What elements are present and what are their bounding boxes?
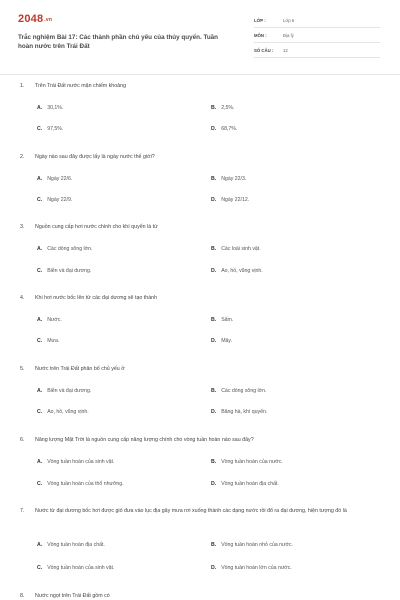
option-text: Vòng tuần hoàn nhỏ của nước.: [221, 542, 293, 548]
option-text: Vòng tuần hoàn địa chất.: [221, 481, 279, 487]
option-text: Các dòng sông lớn.: [47, 246, 93, 252]
option-text: Vòng tuần hoàn của sinh vật.: [47, 565, 115, 571]
option-letter: B.: [211, 105, 217, 111]
logo-text: 2048: [18, 13, 44, 25]
option-letter: D.: [211, 565, 217, 571]
question-text: Khi hơi nước bốc lên từ các đại dương sẽ tạo thành: [35, 295, 158, 301]
option-letter: B.: [211, 542, 217, 548]
option-d[interactable]: [211, 481, 279, 487]
option-b[interactable]: [211, 388, 266, 394]
option-text: Vòng tuần hoàn của nước.: [221, 459, 283, 465]
option-text: Ao, hồ, vũng vịnh.: [47, 409, 89, 415]
option-text: 30,1%.: [47, 105, 64, 111]
meta-subject-row: [254, 29, 380, 43]
option-letter: A.: [37, 105, 43, 111]
option-text: Vòng tuần hoàn của thổ nhưỡng.: [47, 481, 124, 487]
option-a[interactable]: [37, 176, 72, 182]
header: [0, 0, 400, 72]
meta-count-value: 12: [283, 48, 288, 53]
option-letter: B.: [211, 388, 217, 394]
option-letter: A.: [37, 176, 43, 182]
option-letter: C.: [37, 338, 43, 344]
meta-grade-row: [254, 14, 380, 28]
option-b[interactable]: [211, 317, 233, 323]
question-text: Nước ngọt trên Trái Đất gồm có: [35, 593, 110, 599]
option-letter: D.: [211, 409, 217, 415]
option-b[interactable]: [211, 459, 283, 465]
option-letter: C.: [37, 565, 43, 571]
option-letter: D.: [211, 197, 217, 203]
option-d[interactable]: [211, 268, 263, 274]
option-letter: A.: [37, 246, 43, 252]
option-text: Mưa.: [47, 338, 60, 344]
option-b[interactable]: [211, 176, 246, 182]
option-a[interactable]: [37, 459, 114, 465]
option-text: Ao, hồ, vũng vịnh.: [221, 268, 263, 274]
question-number: 4.: [20, 295, 25, 301]
option-text: Ngày 22/12.: [221, 197, 250, 203]
option-text: Biển và đại dương.: [47, 388, 92, 394]
option-text: Nước.: [47, 317, 62, 323]
option-text: Mây.: [221, 338, 233, 344]
question-text: Trên Trái Đất nước mặn chiếm khoảng: [35, 83, 127, 89]
option-text: Ngày 22/6.: [47, 176, 73, 182]
question-text: Năng lượng Mặt Trời là nguồn cung cấp năng lượng chính cho vòng tuần hoàn nào sau đây?: [35, 437, 254, 443]
option-c[interactable]: [37, 126, 63, 132]
option-a[interactable]: [37, 542, 105, 548]
option-text: Các loài sinh vật.: [221, 246, 261, 252]
option-c[interactable]: [37, 409, 89, 415]
option-text: Biển và đại dương.: [47, 268, 92, 274]
option-d[interactable]: [211, 338, 232, 344]
option-text: Sấm.: [221, 317, 234, 323]
option-text: Vòng tuần hoàn lớn của nước.: [221, 565, 292, 571]
option-c[interactable]: [37, 481, 124, 487]
option-letter: A.: [37, 542, 43, 548]
option-letter: B.: [211, 246, 217, 252]
option-c[interactable]: [37, 565, 114, 571]
option-letter: C.: [37, 409, 43, 415]
option-letter: A.: [37, 317, 43, 323]
question-number: 6.: [20, 437, 25, 443]
page-title: Trắc nghiệm Bài 17: Các thành phần chủ yếu của thủy quyển. Tuần hoàn nước trên Trái Đất: [18, 34, 219, 50]
meta-subject-label: MÔN :: [254, 33, 267, 38]
option-letter: D.: [211, 338, 217, 344]
option-d[interactable]: [211, 197, 249, 203]
question-text: Nước từ đại dương bốc hơi được gió đưa vào lục địa gây mưa rơi xuống thành các dạng nước rồi đổ ra đại dương, hiện tượng đó là: [35, 508, 347, 514]
option-c[interactable]: [37, 338, 59, 344]
option-letter: A.: [37, 388, 43, 394]
option-d[interactable]: [211, 126, 237, 132]
option-text: Ngày 22/9.: [47, 197, 73, 203]
meta-count-label: SỐ CÂU :: [254, 48, 274, 53]
option-letter: D.: [211, 481, 217, 487]
question-number: 8.: [20, 593, 25, 599]
question-number: 2.: [20, 154, 25, 160]
question-text: Nguồn cung cấp hơi nước chính cho khí quyển là từ: [35, 224, 158, 230]
question-number: 3.: [20, 224, 25, 230]
question-number: 7.: [20, 508, 25, 514]
logo-domain: .vn: [44, 17, 53, 23]
option-a[interactable]: [37, 246, 92, 252]
option-text: 97,5%.: [47, 126, 64, 132]
option-text: Vòng tuần hoàn của sinh vật.: [47, 459, 115, 465]
question-number: 1.: [20, 83, 25, 89]
option-a[interactable]: [37, 388, 91, 394]
question-number: 5.: [20, 366, 25, 372]
option-d[interactable]: [211, 565, 292, 571]
option-a[interactable]: [37, 317, 62, 323]
option-letter: B.: [211, 317, 217, 323]
option-text: 68,7%.: [221, 126, 238, 132]
option-letter: D.: [211, 126, 217, 132]
meta-grade-value: Lớp 6: [283, 18, 295, 23]
option-b[interactable]: [211, 105, 234, 111]
question-text: Nước trên Trái Đất phân bố chủ yếu ở: [35, 366, 125, 372]
meta-subject-value: Địa lý: [283, 33, 294, 38]
option-letter: B.: [211, 459, 217, 465]
question-text: Ngày nào sau đây được lấy là ngày nước thế giới?: [35, 154, 155, 160]
option-c[interactable]: [37, 197, 72, 203]
option-letter: A.: [37, 459, 43, 465]
meta-grade-label: LỚP :: [254, 18, 266, 23]
option-text: Các dòng sông lớn.: [221, 388, 267, 394]
option-c[interactable]: [37, 268, 91, 274]
option-letter: C.: [37, 126, 43, 132]
option-b[interactable]: [211, 246, 261, 252]
option-text: Băng hà, khí quyển.: [221, 409, 268, 415]
option-letter: C.: [37, 197, 43, 203]
option-b[interactable]: [211, 542, 293, 548]
option-text: 2,5%.: [221, 105, 235, 111]
option-d[interactable]: [211, 409, 267, 415]
option-a[interactable]: [37, 105, 63, 111]
option-letter: C.: [37, 481, 43, 487]
header-divider: [0, 74, 400, 75]
option-letter: C.: [37, 268, 43, 274]
meta-count-row: [254, 44, 380, 58]
option-text: Vòng tuần hoàn địa chất.: [47, 542, 105, 548]
option-text: Ngày 22/3.: [221, 176, 247, 182]
site-logo[interactable]: [18, 13, 52, 25]
option-letter: B.: [211, 176, 217, 182]
option-letter: D.: [211, 268, 217, 274]
